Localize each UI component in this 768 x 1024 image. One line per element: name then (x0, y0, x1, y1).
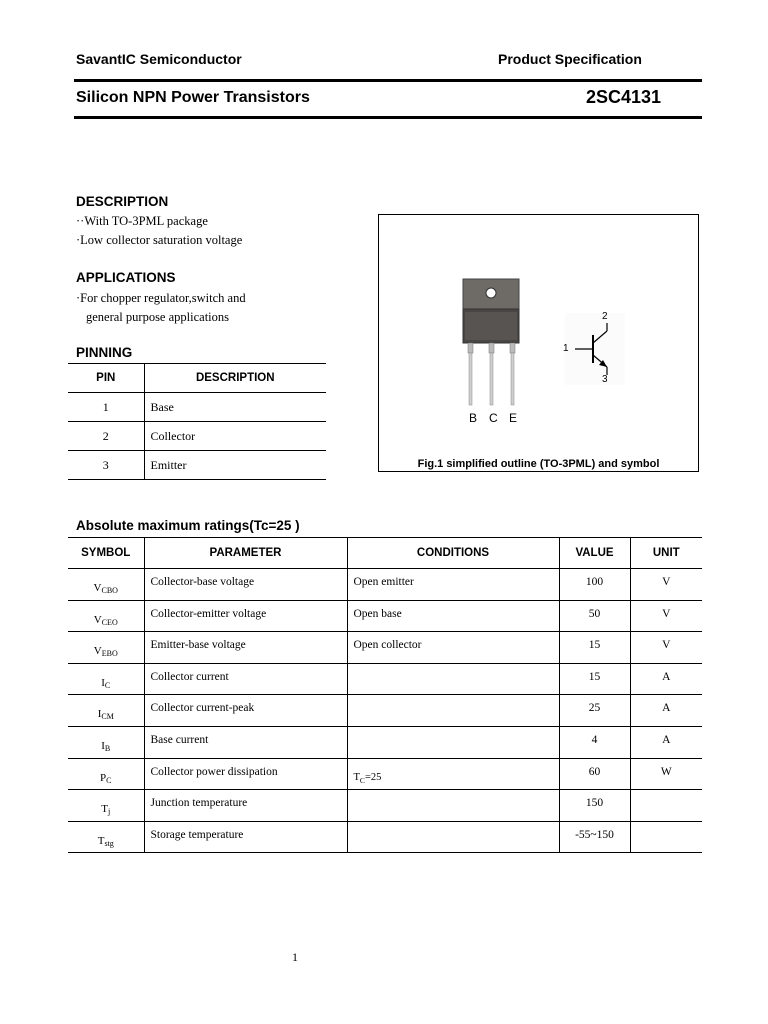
parameter-cell: Collector power dissipation (144, 758, 347, 790)
value-cell: 150 (559, 790, 630, 822)
symbol-cell (68, 600, 144, 632)
to3pml-package-icon (463, 279, 519, 405)
pin-number: 2 (68, 422, 144, 451)
conditions-cell (347, 790, 559, 822)
condition-subscript: C (359, 775, 365, 785)
column-header: UNIT (630, 538, 702, 569)
document-title: Silicon NPN Power Transistors (76, 89, 310, 106)
applications-item: ·For chopper regulator,switch and (76, 291, 246, 305)
table-row (68, 758, 702, 790)
conditions-cell (347, 663, 559, 695)
applications-item: general purpose applications (86, 310, 230, 324)
pin-label-base: B (469, 411, 478, 425)
unit-cell (630, 790, 702, 822)
conditions-cell: Open collector (347, 632, 559, 664)
symbol-label-base: 1 (563, 343, 569, 354)
conditions-cell: Open base (347, 600, 559, 632)
description-heading: DESCRIPTION (76, 194, 169, 209)
applications-heading: APPLICATIONS (76, 270, 176, 285)
value-cell: 25 (559, 695, 630, 727)
symbol-subscript: stg (104, 838, 114, 848)
column-header: SYMBOL (68, 538, 144, 569)
symbol-letter: I (101, 739, 105, 752)
unit-cell: A (630, 663, 702, 695)
page-number: 1 (292, 950, 298, 964)
pin-label-emitter: E (509, 411, 518, 425)
parameter-cell: Base current (144, 726, 347, 758)
pin-description: Emitter (144, 451, 326, 480)
column-header: DESCRIPTION (144, 364, 326, 393)
column-header: PIN (68, 364, 144, 393)
package-and-symbol-illustration (379, 215, 700, 455)
column-header: PARAMETER (144, 538, 347, 569)
symbol-subscript: EBO (101, 649, 118, 659)
value-cell: 15 (559, 632, 630, 664)
table-row (68, 695, 702, 727)
symbol-letter: V (93, 582, 102, 594)
table-row (68, 726, 702, 758)
header-rule-top (74, 79, 702, 82)
symbol-cell (68, 569, 144, 601)
table-row (68, 422, 326, 451)
unit-cell: V (630, 569, 702, 601)
table-header-row (68, 538, 702, 569)
parameter-cell: Collector current-peak (144, 695, 347, 727)
ratings-heading: Absolute maximum ratings(Tc=25 ) (76, 518, 300, 533)
symbol-letter: V (93, 613, 102, 626)
symbol-cell (68, 726, 144, 758)
unit-cell: A (630, 726, 702, 758)
figure-caption: Fig.1 simplified outline (TO-3PML) and symbol (417, 458, 660, 470)
pin-description: Base (144, 393, 326, 422)
ratings-table (68, 537, 702, 853)
parameter-cell: Collector-emitter voltage (144, 600, 347, 632)
value-cell: 100 (559, 569, 630, 601)
condition-value: =25 (364, 771, 382, 783)
pin-label-collector: C (489, 411, 498, 425)
conditions-cell (347, 758, 559, 790)
description-item: ·Low collector saturation voltage (76, 233, 243, 247)
symbol-cell (68, 790, 144, 822)
symbol-letter: P (100, 771, 107, 784)
document-type: Product Specification (498, 51, 642, 67)
symbol-subscript: CM (101, 712, 114, 722)
symbol-cell (68, 758, 144, 790)
table-row (68, 663, 702, 695)
table-row (68, 821, 702, 853)
unit-cell (630, 821, 702, 853)
table-row (68, 569, 702, 601)
symbol-subscript: C (104, 680, 111, 690)
unit-cell: V (630, 632, 702, 664)
value-cell: 4 (559, 726, 630, 758)
value-cell: -55~150 (559, 821, 630, 853)
unit-cell: A (630, 695, 702, 727)
parameter-cell: Emitter-base voltage (144, 632, 347, 664)
figure-outline-symbol (378, 214, 699, 472)
symbol-subscript: CEO (101, 617, 118, 627)
symbol-label-collector: 2 (602, 311, 608, 322)
conditions-cell: Open emitter (347, 569, 559, 601)
unit-cell: V (630, 600, 702, 632)
column-header: VALUE (559, 538, 630, 569)
symbol-subscript: CBO (101, 586, 118, 595)
table-row (68, 790, 702, 822)
table-row (68, 393, 326, 422)
symbol-letter: T (101, 803, 108, 816)
symbol-letter: T (97, 834, 105, 847)
condition-symbol: T (353, 771, 360, 783)
pinning-table (68, 363, 326, 480)
symbol-letter: I (101, 676, 105, 689)
symbol-subscript: j (108, 807, 111, 817)
pin-number: 3 (68, 451, 144, 480)
value-cell: 60 (559, 758, 630, 790)
pin-number: 1 (68, 393, 144, 422)
table-row (68, 632, 702, 664)
table-row (68, 451, 326, 480)
column-header: CONDITIONS (347, 538, 559, 569)
conditions-cell (347, 821, 559, 853)
symbol-label-emitter: 3 (602, 374, 608, 385)
parameter-cell: Junction temperature (144, 790, 347, 822)
symbol-cell (68, 695, 144, 727)
symbol-subscript: C (106, 775, 112, 785)
symbol-cell (68, 663, 144, 695)
symbol-subscript: B (104, 743, 111, 753)
symbol-letter: I (97, 708, 102, 721)
pinning-heading: PINNING (76, 345, 133, 360)
conditions-cell (347, 726, 559, 758)
npn-transistor-symbol-icon (565, 313, 625, 385)
parameter-cell: Storage temperature (144, 821, 347, 853)
parameter-cell: Collector-base voltage (144, 569, 347, 601)
table-row (68, 600, 702, 632)
header-rule-bottom (74, 116, 702, 119)
value-cell: 15 (559, 663, 630, 695)
symbol-letter: V (93, 645, 102, 658)
pin-description: Collector (144, 422, 326, 451)
value-cell: 50 (559, 600, 630, 632)
conditions-cell (347, 695, 559, 727)
part-number: 2SC4131 (586, 87, 662, 107)
unit-cell: W (630, 758, 702, 790)
symbol-cell (68, 821, 144, 853)
symbol-cell (68, 632, 144, 664)
parameter-cell: Collector current (144, 663, 347, 695)
description-item: ··With TO-3PML package (76, 214, 208, 228)
company-name: SavantIC Semiconductor (76, 51, 242, 67)
table-header-row (68, 364, 326, 393)
